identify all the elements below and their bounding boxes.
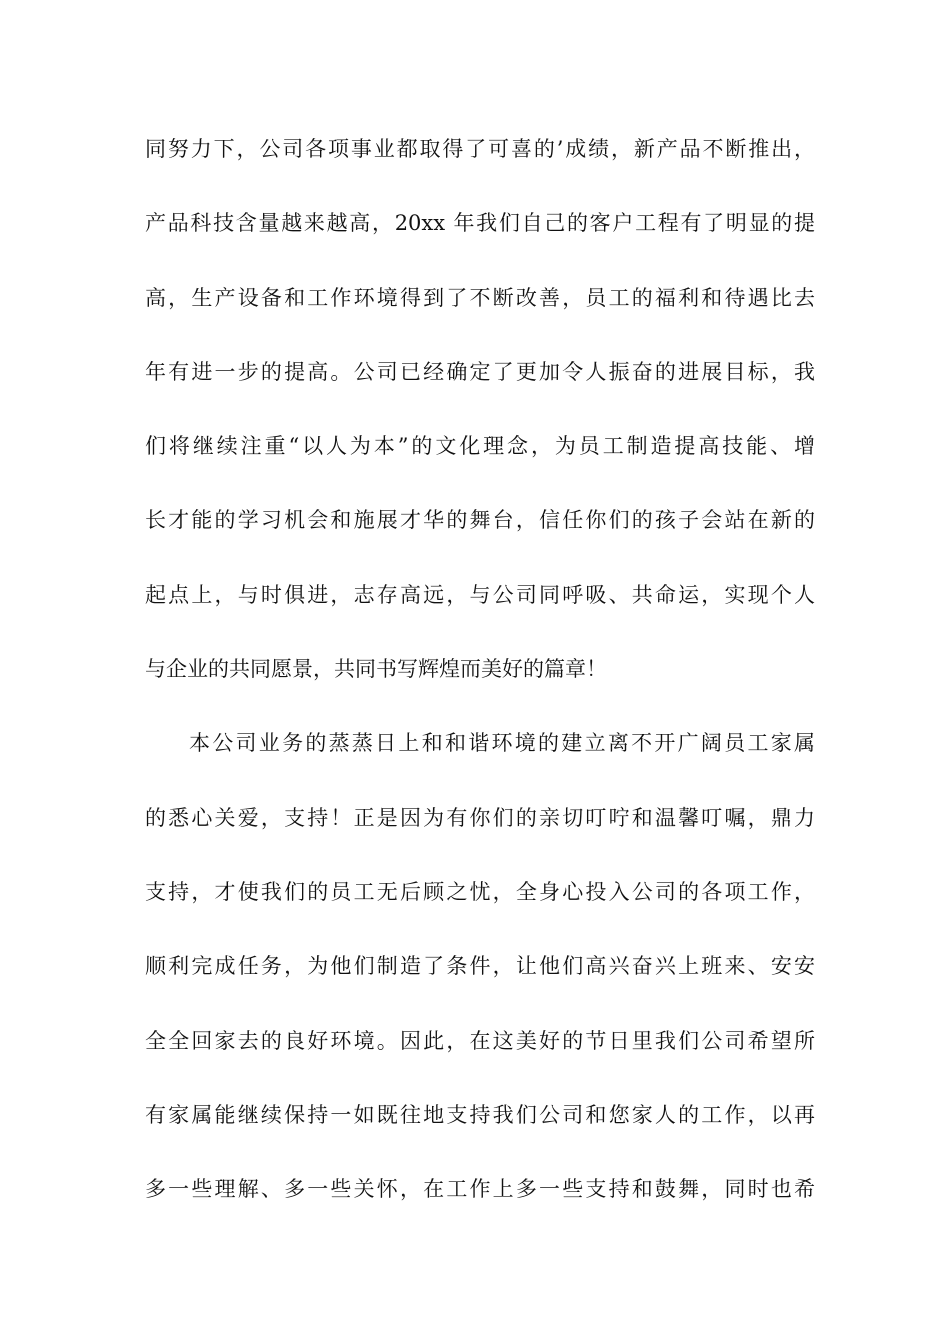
paragraph-1-line-7: 起点上，与时俱进，志存高远，与公司同呼吸、共命运，实现个人 — [145, 582, 815, 607]
paragraph-2-line-1: 本公司业务的蒸蒸日上和和谐环境的建立离不开广阔员工家属 — [189, 731, 815, 756]
paragraph-1-line-2: 产品科技含量越来越高，20xx 年我们自己的客户工程有了明显的提 — [145, 211, 815, 236]
paragraph-1-line-4: 年有进一步的提高。公司已经确定了更加令人振奋的进展目标，我 — [145, 359, 815, 384]
paragraph-1-line-5: 们将继续注重“以人为本”的文化理念，为员工制造提高技能、增 — [145, 434, 815, 459]
paragraph-2-line-7: 多一些理解、多一些关怀，在工作上多一些支持和鼓舞，同时也希 — [145, 1177, 815, 1202]
paragraph-1-line-6: 长才能的学习机会和施展才华的舞台，信任你们的孩子会站在新的 — [145, 508, 815, 533]
paragraph-1-line-1: 同努力下，公司各项事业都取得了可喜的’成绩，新产品不断推出， — [145, 137, 815, 161]
paragraph-2-line-5: 全全回家去的良好环境。因此，在这美好的节日里我们公司希望所 — [145, 1028, 815, 1053]
paragraph-2-line-2: 的悉心关爱，支持！正是因为有你们的亲切叮咛和温馨叮嘱，鼎力 — [145, 805, 815, 830]
document-body — [145, 128, 815, 1242]
paragraph-2-line-6: 有家属能继续保持一如既往地支持我们公司和您家人的工作，以再 — [145, 1102, 815, 1127]
paragraph-2-line-4: 顺利完成任务，为他们制造了条件，让他们高兴奋兴上班来、安安 — [145, 954, 815, 979]
paragraph-2-line-3: 支持，才使我们的员工无后顾之忧，全身心投入公司的各项工作， — [145, 879, 815, 904]
paragraph-1-line-3: 高，生产设备和工作环境得到了不断改善，员工的福利和待遇比去 — [145, 285, 815, 310]
paragraph-1-line-8: 与企业的共同愿景，共同书写辉煌而美好的篇章！ — [145, 657, 607, 682]
